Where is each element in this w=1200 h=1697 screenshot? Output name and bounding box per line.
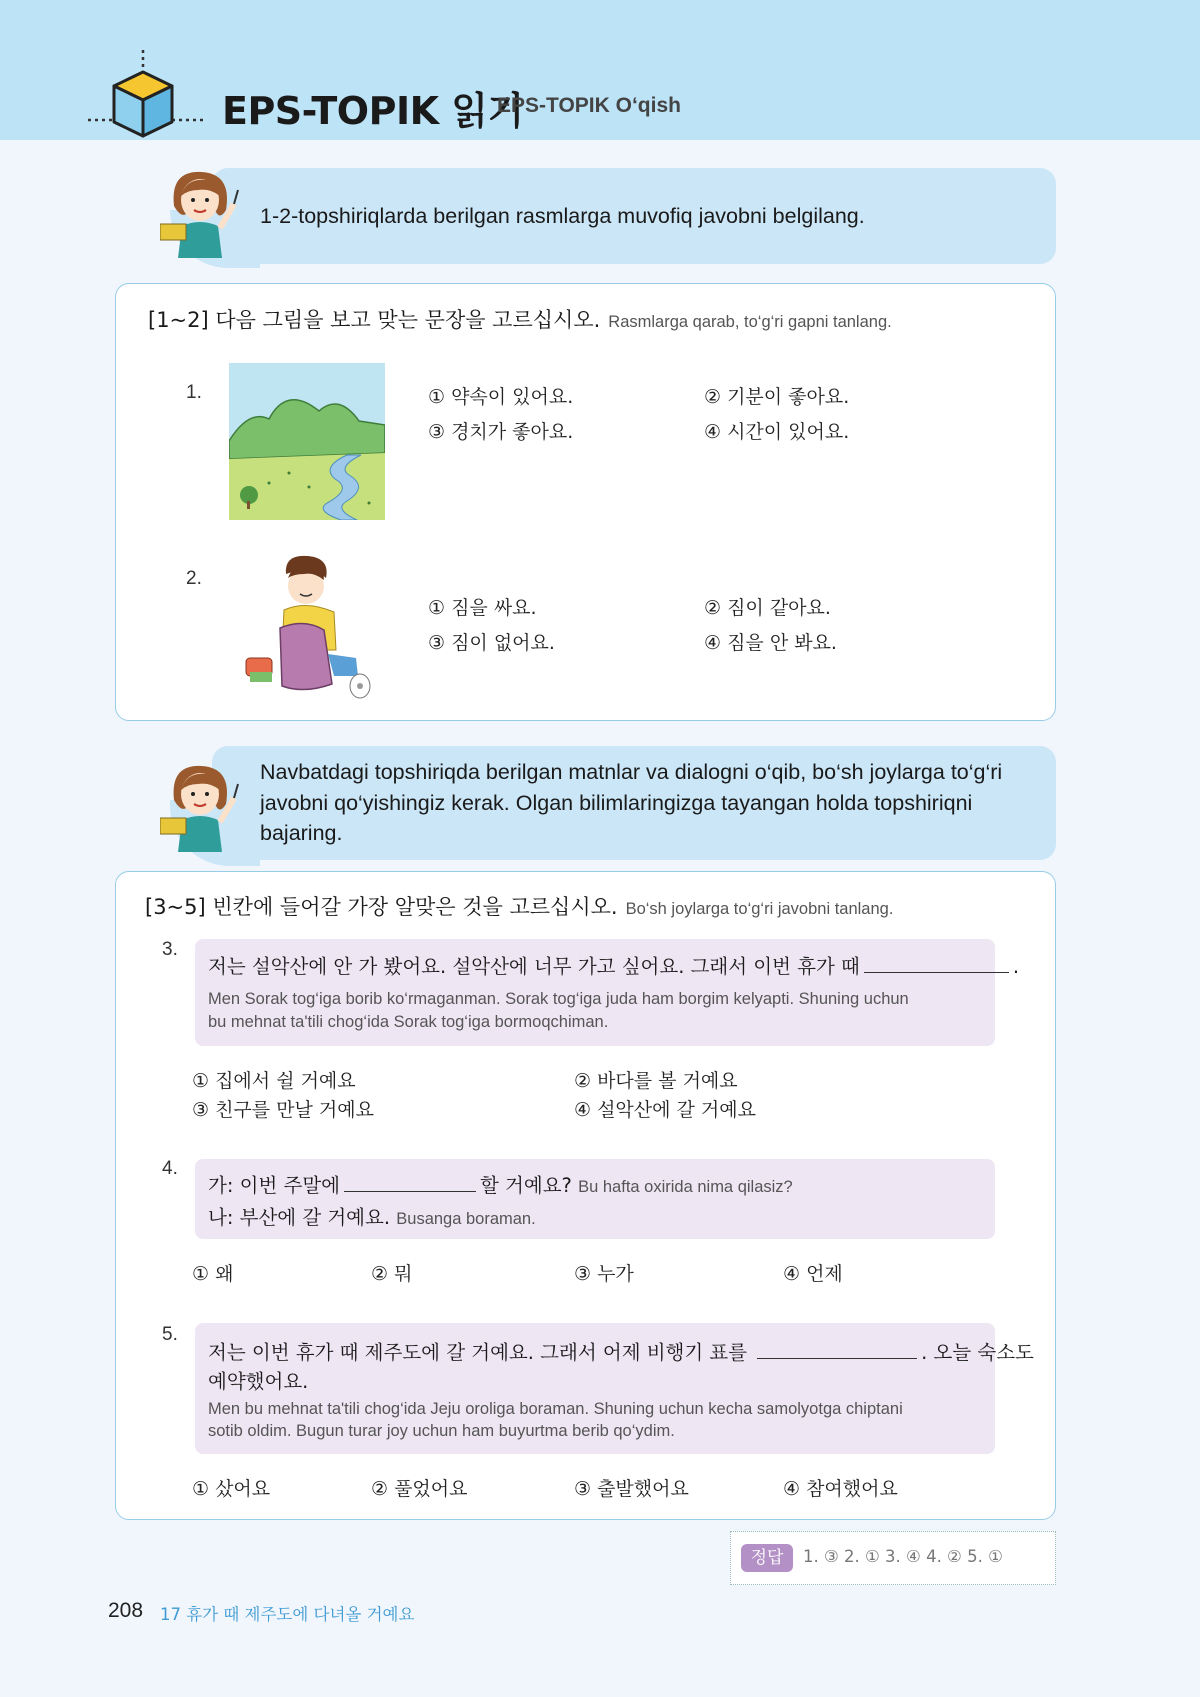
option[interactable]: ④ 언제 <box>783 1263 843 1285</box>
answer-badge: 정답 <box>741 1544 793 1572</box>
cube-icon <box>88 50 204 140</box>
passage-uz: sotib oldim. Bugun turar joy uchun ham buyurtma berib qo‘ydim. <box>208 1422 675 1440</box>
option[interactable]: ① 샀어요 <box>192 1478 271 1500</box>
instruction-line: bajaring. <box>260 821 343 845</box>
dialogue-line <box>208 1202 536 1230</box>
option[interactable]: ① 약속이 있어요. <box>428 386 574 408</box>
option[interactable]: ① 짐을 싸요. <box>428 597 537 619</box>
answer-blank <box>344 1191 476 1192</box>
option[interactable]: ③ 출발했어요 <box>574 1478 689 1500</box>
boy-packing-bag-illustration <box>238 554 378 704</box>
option[interactable]: ③ 경치가 좋아요. <box>428 421 574 443</box>
instruction-line: javobni qo‘yishingiz kerak. Olgan bilimlaringizga tayangan holda topshiriqni <box>260 791 973 815</box>
section-title-ko: [1~2] 다음 그림을 보고 맞는 문장을 고르십시오. <box>148 308 601 332</box>
option[interactable]: ④ 설악산에 갈 거예요 <box>574 1099 756 1121</box>
chapter-title: 17 휴가 때 제주도에 다녀올 거예요 <box>160 1605 415 1624</box>
question-box-1-2 <box>115 283 1056 721</box>
dialogue-text: 가: 이번 주말에 <box>208 1174 340 1197</box>
dialogue-uz: Busanga boraman. <box>396 1210 536 1228</box>
option[interactable]: ① 왜 <box>192 1263 234 1285</box>
instruction-bubble-1 <box>212 168 1056 264</box>
page-number: 208 <box>108 1599 144 1622</box>
page-subtitle: EPS-TOPIK O‘qish <box>497 94 681 117</box>
question-number: 3. <box>162 939 178 960</box>
dialogue-line <box>208 1170 793 1198</box>
question-number: 2. <box>186 568 202 589</box>
instruction-text: 1-2-topshiriqlarda berilgan rasmlarga muvofiq javobni belgilang. <box>260 204 865 228</box>
instruction-bubble-2 <box>212 746 1056 860</box>
option[interactable]: ① 집에서 쉴 거예요 <box>192 1070 356 1092</box>
teacher-girl-icon <box>160 760 246 860</box>
passage-uz: bu mehnat ta'tili chog‘ida Sorak tog‘iga bormoqchiman. <box>208 1013 609 1031</box>
question-number: 5. <box>162 1324 178 1345</box>
instruction-line: Navbatdagi topshiriqda berilgan matnlar va dialogni o‘qib, bo‘sh joylarga to‘g‘ri <box>260 760 1003 784</box>
answer-key <box>730 1531 1056 1585</box>
option[interactable]: ③ 짐이 없어요. <box>428 632 555 654</box>
option[interactable]: ② 바다를 볼 거예요 <box>574 1070 738 1092</box>
section-title-ko: [3~5] 빈칸에 들어갈 가장 알맞은 것을 고르십시오. <box>145 895 618 919</box>
option[interactable]: ④ 참여했어요 <box>783 1478 898 1500</box>
section-title-uz: Bo‘sh joylarga to‘g‘ri javobni tanlang. <box>625 900 894 918</box>
option[interactable]: ② 뭐 <box>371 1263 413 1285</box>
passage-text: 저는 설악산에 안 가 봤어요. 설악산에 너무 가고 싶어요. 그래서 이번 휴가 때 <box>208 955 860 978</box>
option[interactable]: ④ 짐을 안 봐요. <box>704 632 837 654</box>
question-number: 4. <box>162 1158 178 1179</box>
answer-blank <box>864 972 1009 973</box>
option[interactable]: ② 짐이 같아요. <box>704 597 831 619</box>
passage-text: . 오늘 숙소도 <box>921 1341 1034 1364</box>
page-header <box>0 0 1200 140</box>
answer-blank <box>757 1358 917 1359</box>
passage-uz: Men bu mehnat ta'tili chog‘ida Jeju oroliga boraman. Shuning uchun kecha samolyotga chiptani <box>208 1400 903 1418</box>
section-title-uz: Rasmlarga qarab, to‘g‘ri gapni tanlang. <box>608 313 892 331</box>
passage-ko <box>208 1337 1034 1365</box>
passage-text: 저는 이번 휴가 때 제주도에 갈 거예요. 그래서 어제 비행기 표를 <box>208 1341 748 1364</box>
option[interactable]: ③ 친구를 만날 거예요 <box>192 1099 374 1121</box>
answer-list: 1. ③ 2. ① 3. ④ 4. ② 5. ① <box>803 1547 1003 1566</box>
option[interactable]: ④ 시간이 있어요. <box>704 421 850 443</box>
page-title: EPS-TOPIK 읽기 <box>222 89 524 133</box>
section-title <box>148 304 892 334</box>
teacher-girl-icon <box>160 166 246 266</box>
landscape-illustration <box>229 363 385 520</box>
passage-uz: Men Sorak tog‘iga borib ko‘rmaganman. Sorak tog‘iga juda ham borgim kelyapti. Shuning uchun <box>208 990 909 1008</box>
dialogue-uz: Bu hafta oxirida nima qilasiz? <box>578 1178 793 1196</box>
section-title <box>145 891 893 921</box>
passage-ko: 예약했어요. <box>208 1370 309 1393</box>
passage-ko <box>208 951 1019 979</box>
dialogue-text: 할 거예요? <box>480 1174 572 1197</box>
question-number: 1. <box>186 382 202 403</box>
option[interactable]: ② 풀었어요 <box>371 1478 468 1500</box>
passage-text: . <box>1012 955 1020 978</box>
option[interactable]: ③ 누가 <box>574 1263 634 1285</box>
dialogue-text: 나: 부산에 갈 거예요. <box>208 1206 391 1229</box>
option[interactable]: ② 기분이 좋아요. <box>704 386 850 408</box>
